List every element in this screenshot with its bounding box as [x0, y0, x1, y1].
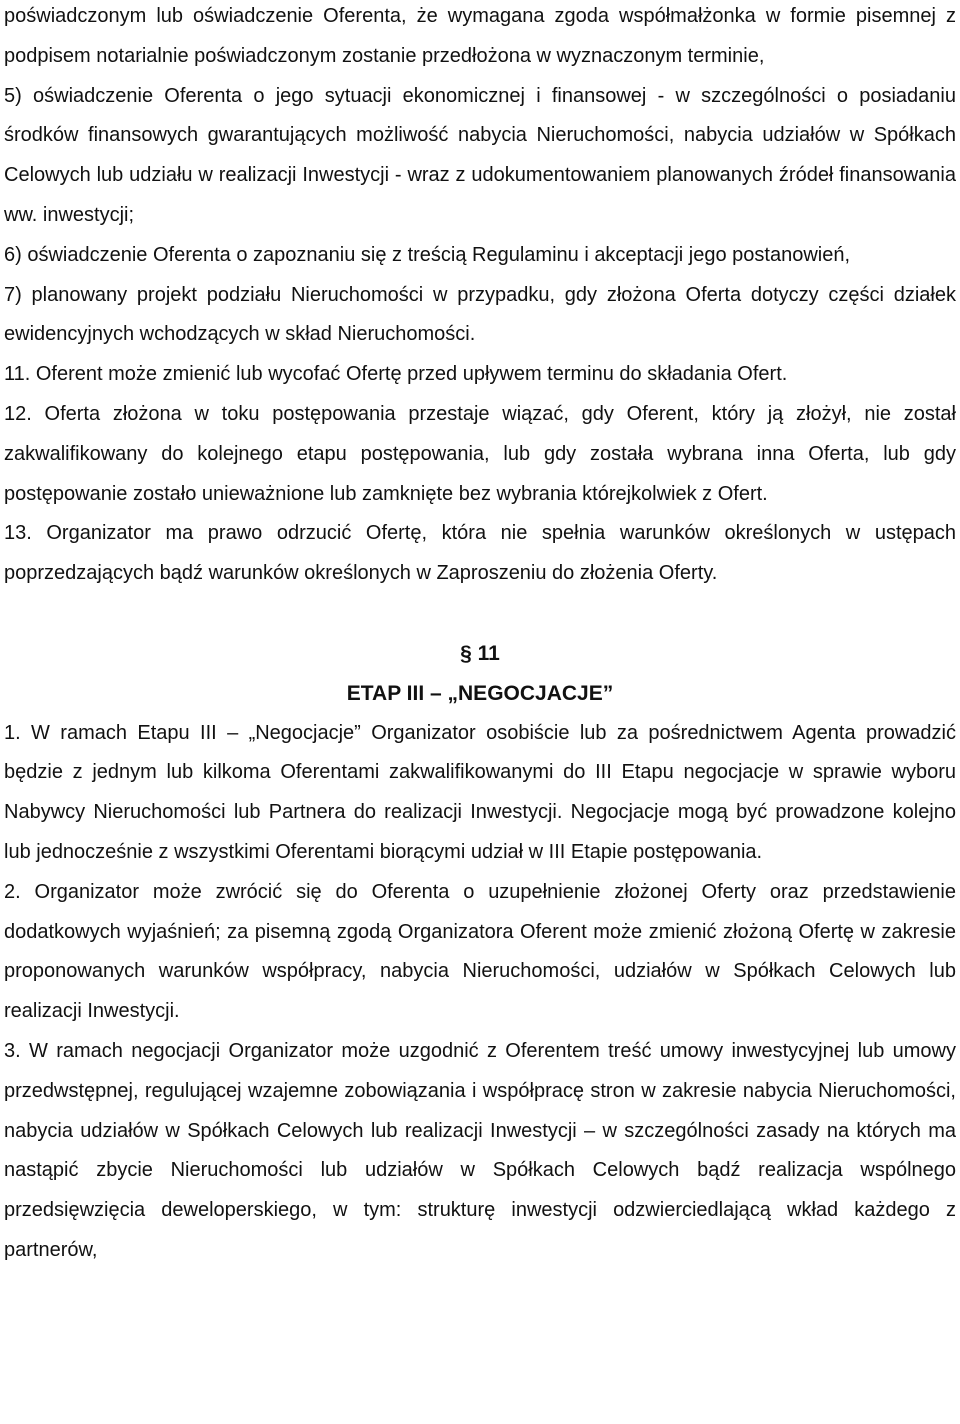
- paragraph-stage3-point-3: 3. W ramach negocjacji Organizator może uzgodnić z Oferentem treść umowy inwestycyjnej lub umowy przedwstępnej, regulującej wzajemne zobowiązania i współpracę stron w zakresie nabycia Nieruchomości, nabycia udziałów w Spółkach Celowych lub realizacji Inwestycji – w szczególności zasady na których ma nastąpić zbycie Nieruchomości lub udziałów w Spółkach Celowych bądź realizacja wspólnego przedsięwzięcia deweloperskiego, w tym: strukturę inwestycji odzwierciedlającą wkład każdego z partnerów,: [4, 1039, 956, 1261]
- paragraph-item-5: 5) oświadczenie Oferenta o jego sytuacji ekonomicznej i finansowej - w szczególności o posiadaniu środków finansowych gwarantujących możliwość nabycia Nieruchomości, nabycia udziałów w Spółkach Celowych lub udziału w realizacji Inwestycji - wraz z udokumentowaniem planowanych źródeł finansowania ww. inwestycji;: [4, 84, 956, 226]
- section-number: § 11: [460, 641, 500, 665]
- document-page: [4, 0, 956, 1271]
- paragraph-item-7: 7) planowany projekt podziału Nieruchomości w przypadku, gdy złożona Oferta dotyczy części działek ewidencyjnych wchodzących w skład Nieruchomości.: [4, 283, 956, 346]
- paragraph-stage3-point-1: 1. W ramach Etapu III – „Negocjacje” Organizator osobiście lub za pośrednictwem Agenta prowadzić będzie z jednym lub kilkoma Oferentami zakwalifikowanymi do III Etapu negocjacje w sprawie wyboru Nabywcy Nieruchomości lub Partnera do realizacji Inwestycji. Negocjacje mogą być prowadzone kolejno lub jednocześnie z wszystkimi Oferentami biorącymi udział w III Etapie postępowania.: [4, 721, 956, 863]
- section-spacer: [4, 594, 956, 634]
- paragraph-stage3-point-2: 2. Organizator może zwrócić się do Oferenta o uzupełnienie złożonej Oferty oraz przedstawienie dodatkowych wyjaśnień; za pisemną zgodą Organizatora Oferent może zmienić złożoną Ofertę w zakresie proponowanych warunków współpracy, nabycia Nieruchomości, udziałów w Spółkach Celowych lub realizacji Inwestycji.: [4, 880, 956, 1023]
- paragraph-point-12: 12. Oferta złożona w toku postępowania przestaje wiązać, gdy Oferent, który ją złożył, nie został zakwalifikowany do kolejnego etapu postępowania, lub gdy została wybrana inna Oferta, lub gdy postępowanie zostało unieważnione lub zamknięte bez wybrania którejkolwiek z Ofert.: [4, 402, 956, 505]
- paragraph-continuation: poświadczonym lub oświadczenie Oferenta, że wymagana zgoda współmałżonka w formie pisemnej z podpisem notarialnie poświadczonym zostanie przedłożona w wyznaczonym terminie,: [4, 5, 956, 67]
- paragraph-item-6: 6) oświadczenie Oferenta o zapoznaniu się z treścią Regulaminu i akceptacji jego postanowień,: [4, 243, 851, 266]
- section-title: ETAP III – „NEGOCJACJE”: [346, 681, 614, 705]
- paragraph-point-13: 13. Organizator ma prawo odrzucić Ofertę, która nie spełnia warunków określonych w ustępach poprzedzających bądź warunków określonych w Zaproszeniu do złożenia Oferty.: [4, 522, 956, 585]
- paragraph-point-11: 11. Oferent może zmienić lub wycofać Ofertę przed upływem terminu do składania Ofert.: [4, 363, 788, 386]
